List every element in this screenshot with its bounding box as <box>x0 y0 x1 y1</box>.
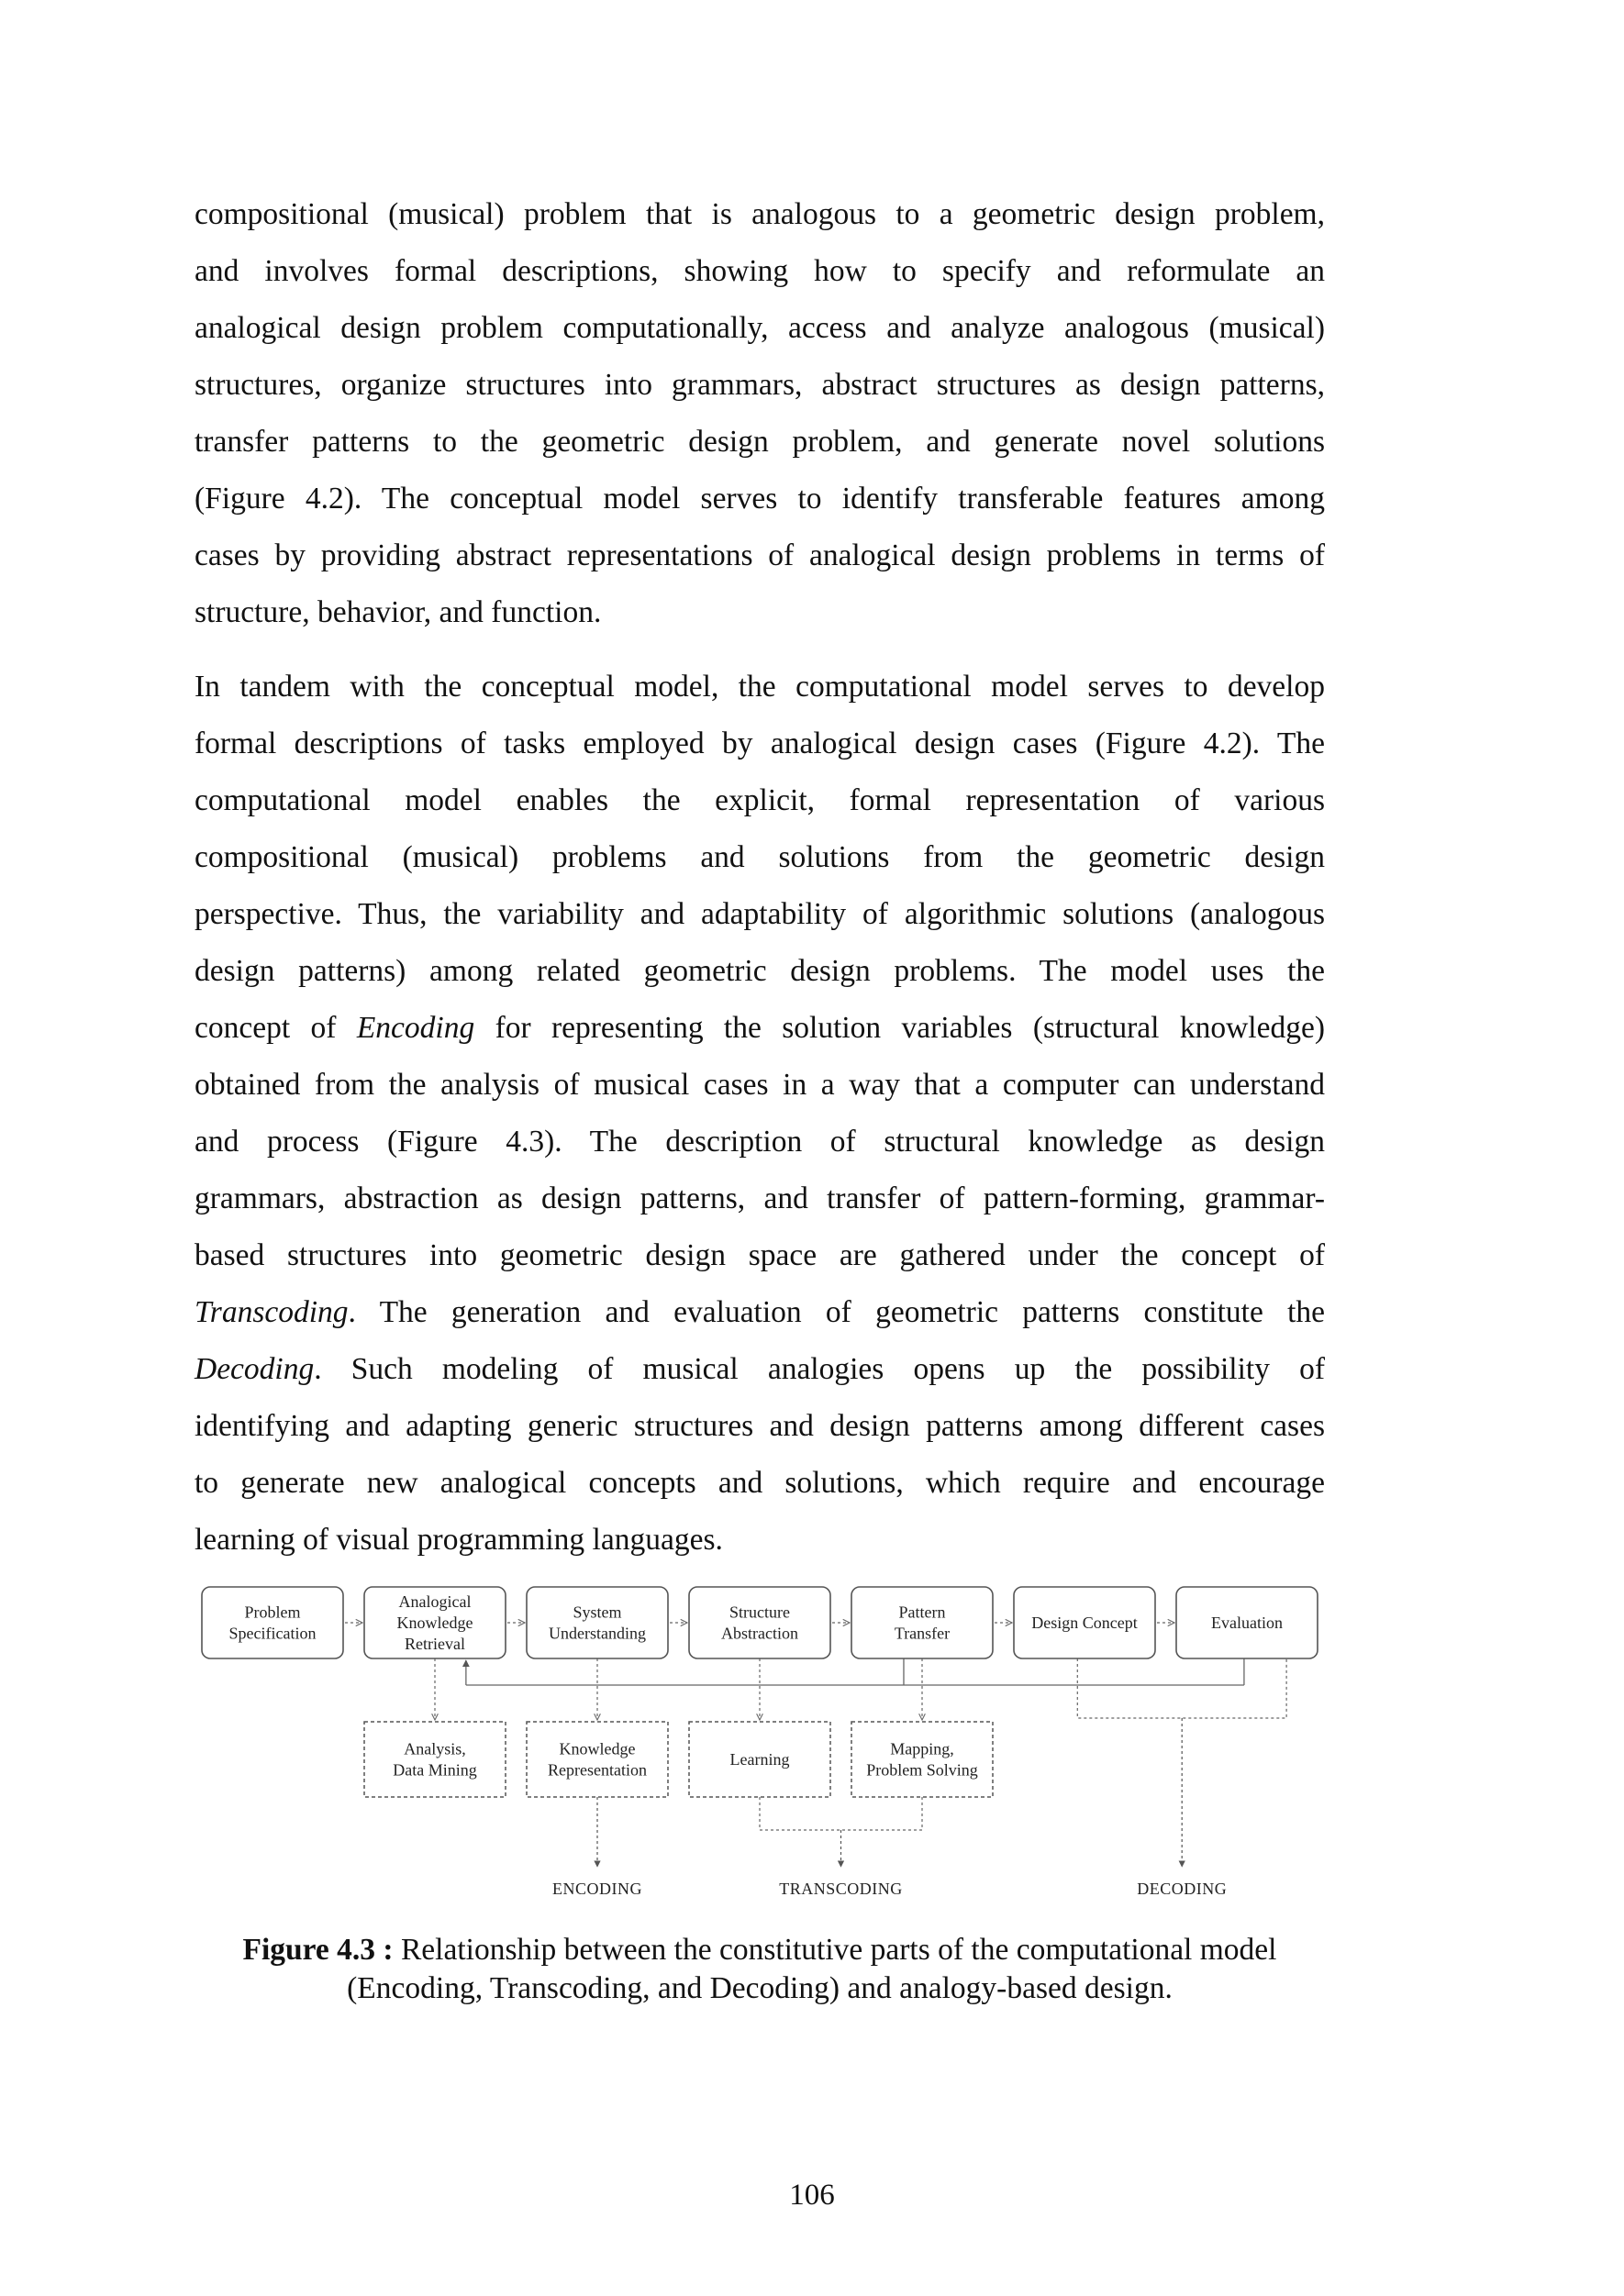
analogical-knowledge-retrieval-label: Knowledge <box>396 1614 473 1632</box>
learning-label: Learning <box>729 1750 790 1769</box>
term-transcoding: Transcoding <box>195 1295 349 1329</box>
top-box-row <box>202 1587 1318 1658</box>
text-line: perspective. Thus, the variability and adaptability of algorithmic solutions (analogous <box>195 897 1325 931</box>
text-fragment: . The generation and evaluation of geometric patterns constitute the <box>348 1295 1325 1329</box>
text-fragment: for representing the solution variables (structural knowledge) <box>474 1011 1325 1045</box>
structure-abstraction-label: Abstraction <box>721 1624 798 1643</box>
text-fragment: concept of <box>195 1011 357 1045</box>
text-line: analogical design problem computationally, access and analyze analogous (musical) <box>195 311 1325 345</box>
decoding-bracket <box>1077 1658 1286 1718</box>
figure-caption <box>195 1931 1325 2008</box>
evaluation-label: Evaluation <box>1211 1614 1283 1632</box>
mapping-problem-solving-label: Mapping, <box>890 1739 954 1758</box>
problem-specification-label: Problem <box>244 1603 301 1622</box>
text-line <box>195 1284 1325 1341</box>
design-concept-label: Design Concept <box>1031 1614 1138 1632</box>
text-line: cases by providing abstract representations of analogical design problems in terms of <box>195 538 1325 572</box>
problem-specification-box <box>202 1587 343 1658</box>
term-decoding: Decoding <box>195 1352 315 1386</box>
pattern-transfer-label: Pattern <box>898 1603 946 1622</box>
text-line: transfer patterns to the geometric design problem, and generate novel solutions <box>195 425 1325 459</box>
text-line: based structures into geometric design space are gathered under the concept of <box>195 1238 1325 1272</box>
caption-line-2: (Encoding, Transcoding, and Decoding) and analogy-based design. <box>347 1971 1173 2005</box>
knowledge-representation-label: Representation <box>548 1760 647 1780</box>
text-line: identifying and adapting generic structures and design patterns among different cases <box>195 1409 1325 1443</box>
text-line: structures, organize structures into grammars, abstract structures as design patterns, <box>195 368 1325 402</box>
knowledge-representation-label: Knowledge <box>559 1739 636 1758</box>
text-line: obtained from the analysis of musical cases in a way that a computer can understand <box>195 1068 1325 1102</box>
text-line: and involves formal descriptions, showing how to specify and reformulate an <box>195 254 1325 288</box>
text-line: In tandem with the conceptual model, the computational model serves to develop <box>195 670 1325 704</box>
mapping-problem-solving-label: Problem Solving <box>866 1760 978 1780</box>
text-line: formal descriptions of tasks employed by analogical design cases (Figure 4.2). The <box>195 727 1325 760</box>
system-understanding-box <box>527 1587 668 1658</box>
text-line: grammars, abstraction as design patterns, and transfer of pattern-forming, grammar- <box>195 1181 1325 1215</box>
analogical-knowledge-retrieval-label: Retrieval <box>405 1635 465 1653</box>
structure-abstraction-box <box>689 1587 830 1658</box>
text-line: structure, behavior, and function. <box>195 595 602 629</box>
text-line: learning of visual programming languages. <box>195 1523 723 1557</box>
bottom-box-row <box>364 1722 993 1797</box>
problem-specification-label: Specification <box>228 1624 317 1643</box>
term-encoding: Encoding <box>356 1011 475 1045</box>
analysis-data-mining-label: Data Mining <box>393 1760 477 1780</box>
pattern-transfer-box <box>851 1587 993 1658</box>
structure-abstraction-label: Structure <box>729 1603 790 1622</box>
text-line: and process (Figure 4.3). The description of structural knowledge as design <box>195 1125 1325 1159</box>
page-number: 106 <box>789 2179 835 2212</box>
caption-text: Relationship between the constitutive parts of the computational model <box>393 1933 1277 1967</box>
analysis-data-mining-label: Analysis, <box>404 1739 466 1758</box>
caption-line-1 <box>195 1931 1325 1969</box>
text-line: compositional (musical) problems and solutions from the geometric design <box>195 840 1325 874</box>
paragraph-2 <box>195 659 1325 1569</box>
system-understanding-label: Understanding <box>549 1624 646 1643</box>
paragraph-1 <box>195 186 1325 641</box>
pattern-transfer-label: Transfer <box>894 1624 951 1643</box>
text-line: computational model enables the explicit, formal representation of various <box>195 783 1325 817</box>
text-line: compositional (musical) problem that is analogous to a geometric design problem, <box>195 197 1325 231</box>
analogical-knowledge-retrieval-label: Analogical <box>398 1592 472 1611</box>
text-line: (Figure 4.2). The conceptual model serves to identify transferable features among <box>195 482 1325 516</box>
text-fragment: . Such modeling of musical analogies opens up the possibility of <box>314 1352 1325 1386</box>
text-line: design patterns) among related geometric design problems. The model uses the <box>195 954 1325 988</box>
transcoding-bracket <box>760 1797 922 1830</box>
text-line: to generate new analogical concepts and solutions, which require and encourage <box>195 1466 1325 1500</box>
text-line <box>195 1000 1325 1057</box>
section-labels <box>552 1880 1227 1898</box>
diagram-svg <box>195 1582 1332 1913</box>
knowledge-representation-box <box>527 1722 668 1797</box>
caption-label: Figure 4.3 : <box>242 1933 394 1967</box>
system-understanding-label: System <box>573 1603 622 1622</box>
decoding-label: DECODING <box>1137 1880 1228 1898</box>
analysis-data-mining-box <box>364 1722 506 1797</box>
mapping-problem-solving-box <box>851 1722 993 1797</box>
figure-4-3-diagram <box>195 1582 1332 1913</box>
encoding-label: ENCODING <box>552 1880 642 1898</box>
text-line <box>195 1341 1325 1398</box>
transcoding-label: TRANSCODING <box>779 1880 903 1898</box>
